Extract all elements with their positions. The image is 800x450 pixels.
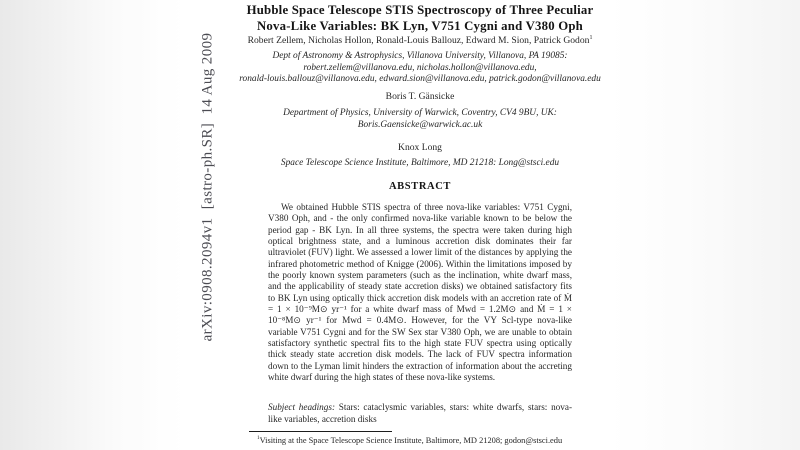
- footnote-mark: 1: [257, 435, 260, 442]
- paper-content: [232, 0, 608, 450]
- abstract-heading: ABSTRACT: [389, 181, 451, 192]
- affiliation-warwick: [232, 108, 608, 131]
- affiliation-villanova-line3: ronald-louis.ballouz@villanova.edu, edward.sion@villanova.edu, patrick.godon@villanova.edu: [239, 74, 601, 84]
- paper-title-line1: Hubble Space Telescope STIS Spectroscopy of Three Peculiar: [246, 3, 594, 17]
- affiliation-villanova-line1: Dept of Astronomy & Astrophysics, Villanova University, Villanova, PA 19085:: [272, 51, 568, 61]
- affiliation-villanova: [232, 51, 608, 86]
- footnote: [249, 436, 605, 446]
- paper-title-line2: Nova-Like Variables: BK Lyn, V751 Cygni and V380 Oph: [256, 18, 584, 33]
- subject-headings: [268, 402, 572, 425]
- abstract-text: We obtained Hubble STIS spectra of three nova-like variables: V751 Cygni, V380 Oph, and - the only confirmed nova-like variable known to be below the period gap - BK Lyn. In all three systems, the spectra were taken during high optical brightness state, and a luminous accretion disk dominates their far ultraviolet (FUV) light. We assessed a lower limit of the distances by applying the infrared photometric method of Knigge (2006). Within the limitations imposed by the poorly known system parameters (such as the inclination, white dwarf mass, and the applicability of steady state accretion disks) we obtained satisfactory fits to BK Lyn using optically thick accretion disk models with an accretion rate of Ṁ = 1 × 10⁻⁹M⊙ yr⁻¹ for a white dwarf mass of Mwd = 1.2M⊙ and Ṁ = 1 × 10⁻⁸M⊙ yr⁻¹ for Mwd = 0.4M⊙. However, for the VY Scl-type nova-like variable V751 Cygni and for the SW Sex star V380 Oph, we are unable to obtain satisfactory synthetic spectral fits to the high state FUV spectra using optically thick steady state accretion disk models. The lack of FUV spectra information down to the Lyman limit hinders the extraction of information about the accreting white dwarf during the high states of these nova-like systems.: [268, 202, 572, 383]
- paper-title: [232, 3, 608, 34]
- affiliation-villanova-line2: robert.zellem@villanova.edu, nicholas.hollon@villanova.edu,: [303, 62, 537, 73]
- author-names: Robert Zellem, Nicholas Hollon, Ronald-Louis Ballouz, Edward M. Sion, Patrick Godon: [247, 35, 590, 46]
- affiliation-warwick-line2: Boris.Gaensicke@warwick.ac.uk: [357, 119, 483, 130]
- subject-headings-label: Subject headings:: [268, 402, 336, 412]
- arxiv-watermark: arXiv:0908.2094v1 [astro-ph.SR] 14 Aug 2009: [199, 32, 216, 342]
- affiliation-warwick-line1: Department of Physics, University of Warwick, Coventry, CV4 9BU, UK:: [283, 108, 557, 118]
- author-footnote-mark: 1: [589, 34, 593, 41]
- author-list: [232, 35, 608, 46]
- footnote-text: Visiting at the Space Telescope Science Institute, Baltimore, MD 21208; godon@stsci.edu: [259, 436, 563, 445]
- author-long: Knox Long: [398, 142, 442, 153]
- subject-headings-text: Stars: cataclysmic variables, stars: white dwarfs, stars: nova-like variables, accretion disks: [268, 402, 572, 424]
- footnote-rule: [249, 431, 392, 432]
- affiliation-stsci: Space Telescope Science Institute, Baltimore, MD 21218: Long@stsci.edu: [280, 158, 560, 168]
- author-gaensicke: Boris T. Gänsicke: [385, 91, 455, 102]
